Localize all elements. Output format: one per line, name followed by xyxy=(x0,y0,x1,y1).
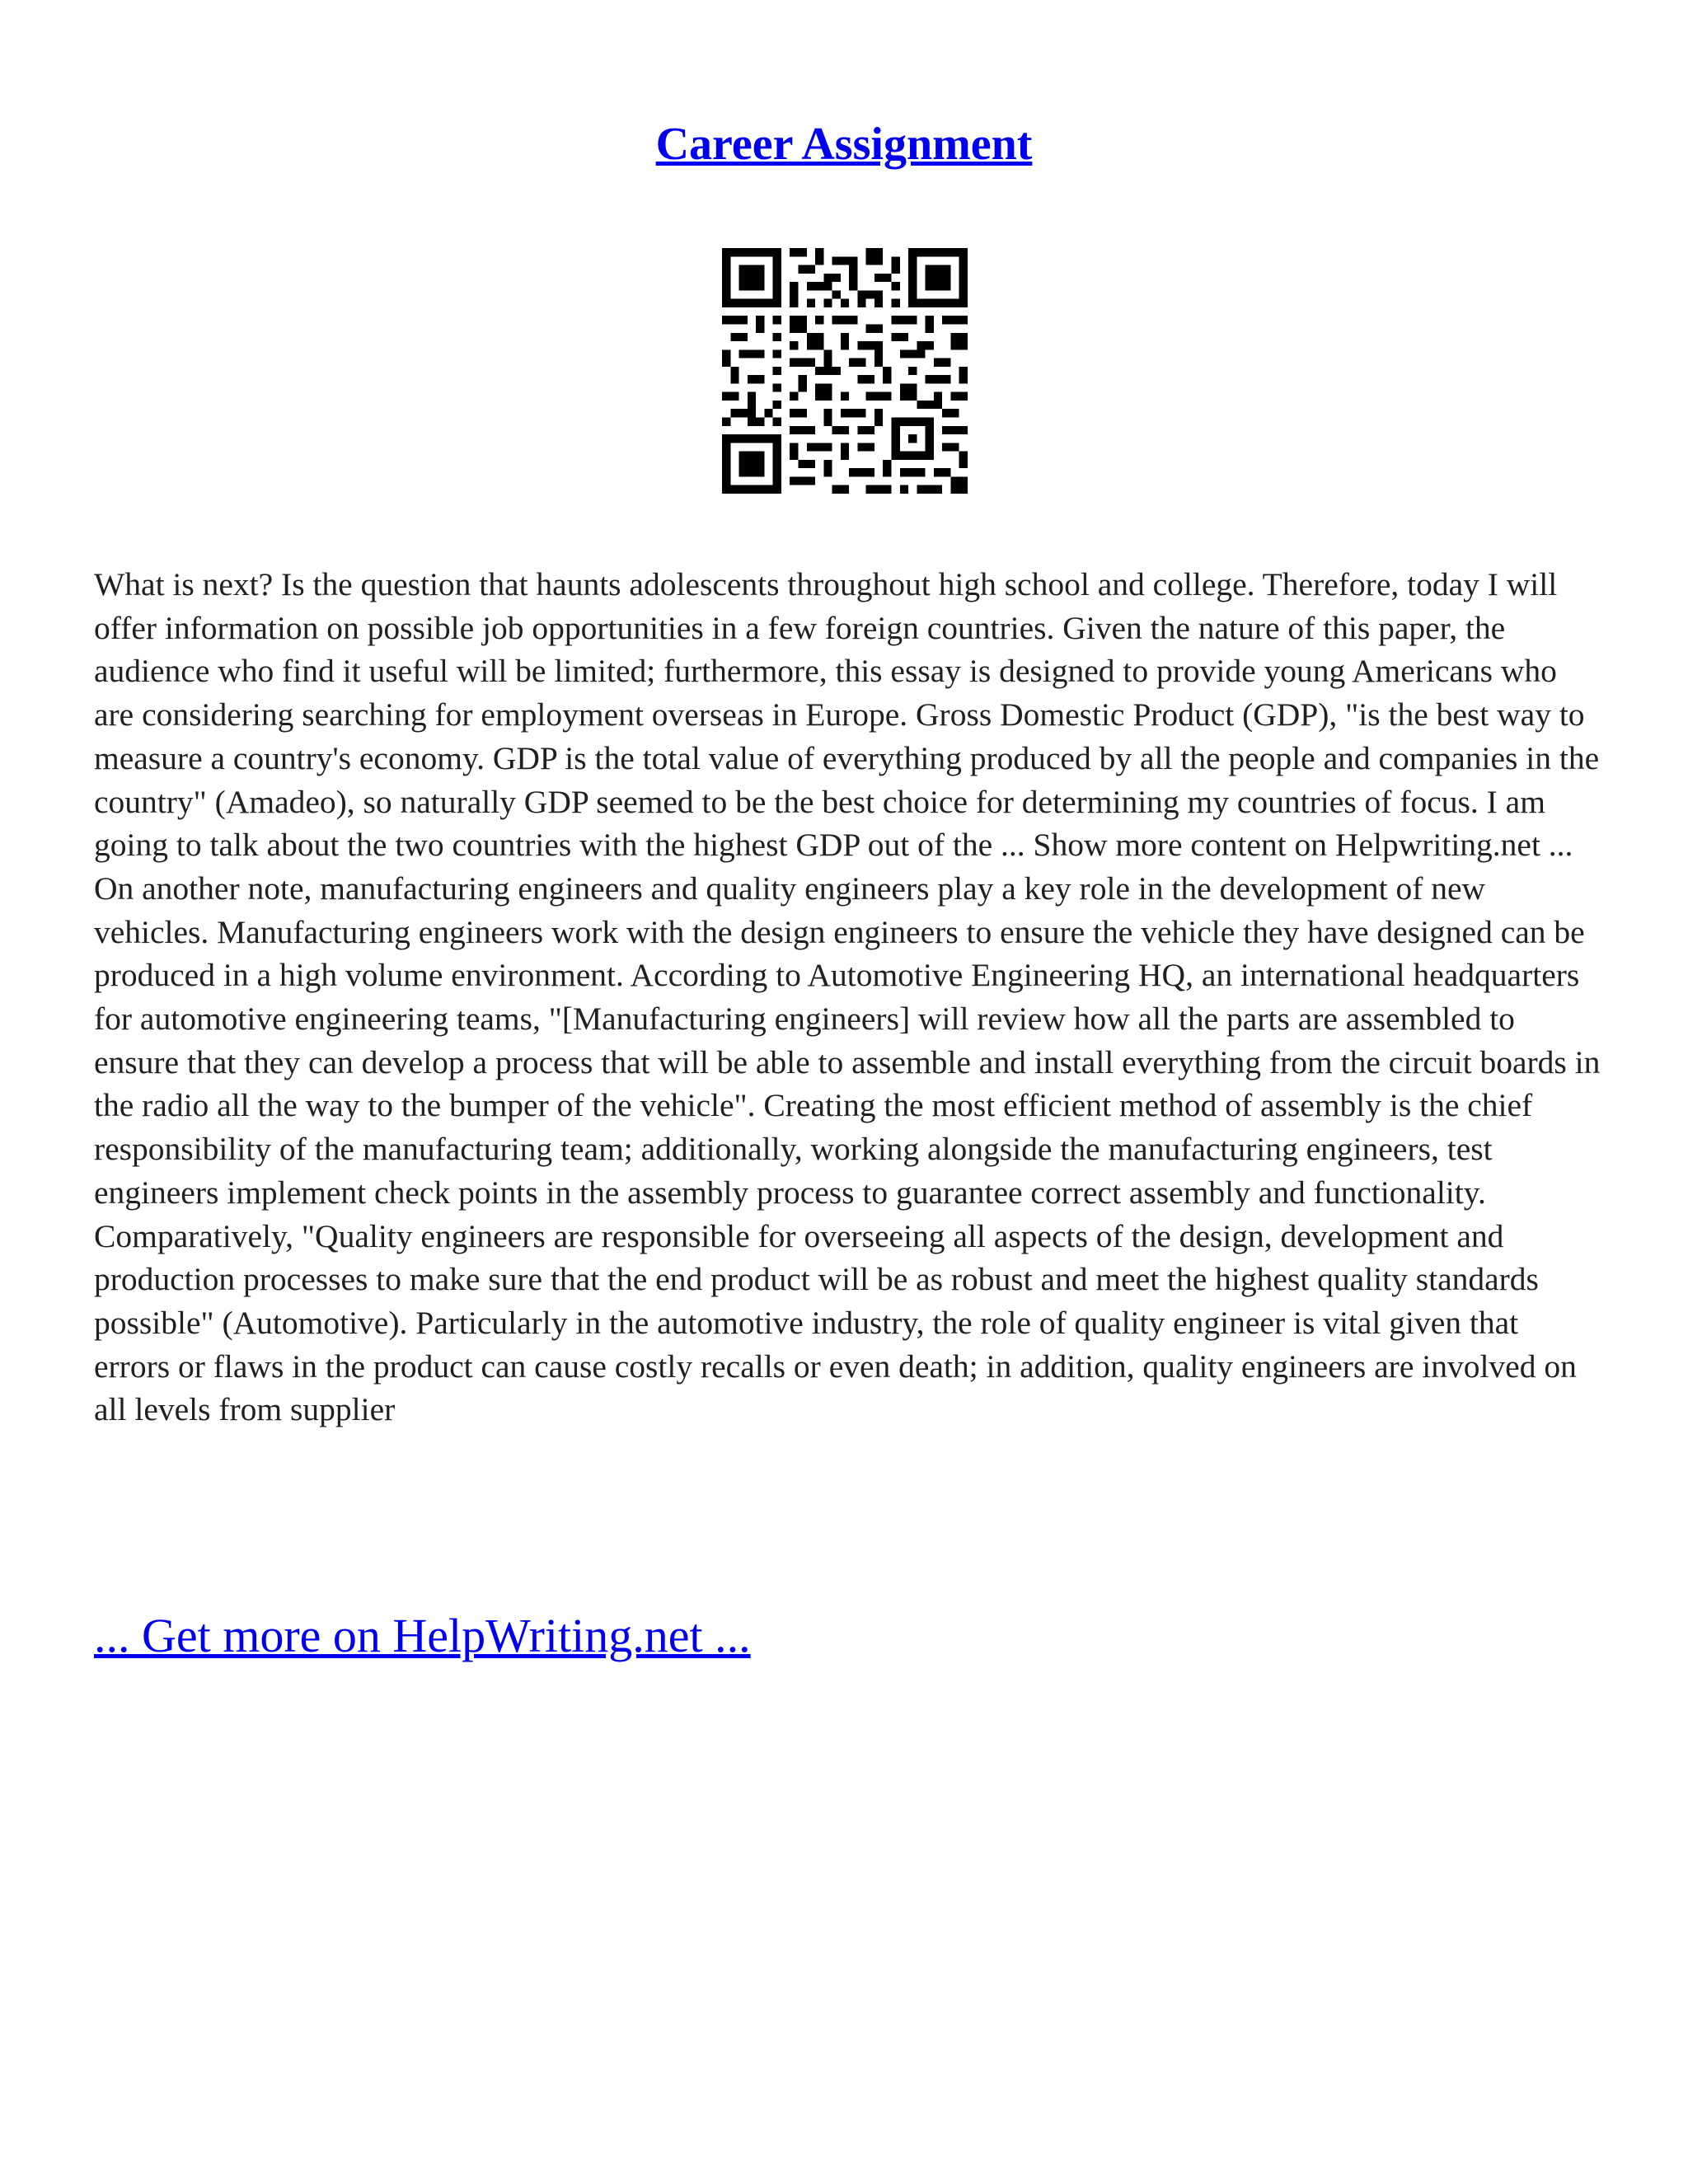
essay-body xyxy=(94,563,1602,1432)
page-title xyxy=(0,115,1688,173)
paragraph: On another note, manufacturing engineers and quality engineers play a key role in the development of new vehicles. Manufacturing engineers work with the design engineers to ensure the vehicle they have designed can be produced in a high volume environment. According to Automotive Engineering HQ, an international headquarters for automotive engineering teams, "[Manufacturing engineers] will review how all the parts are assembled to ensure that they can develop a process that will be able to assemble and install everything from the circuit boards in the radio all the way to the bumper of the vehicle". Creating the most efficient method of assembly is the chief responsibility of the manufacturing team; additionally, working alongside the manufacturing engineers, test engineers implement check points in the assembly process to guarantee correct assembly and functionality. Comparatively, "Quality engineers are responsible for overseeing all aspects of the design, development and production processes to make sure that the end product will be as robust and meet the highest quality standards possible" (Automotive). Particularly in the automotive industry, the role of quality engineer is vital given that errors or flaws in the product can cause costly recalls or even death; in addition, quality engineers are involved on all levels from supplier xyxy=(94,869,1601,1428)
paragraph: What is next? Is the question that haunts adolescents throughout high school and college. Therefore, today I will offer information on possible job opportunities in a few foreign countries. Given the nature of this paper, the audience who find it useful will be limited; furthermore, this essay is designed to provide young Americans who are considering searching for employment overseas in Europe. Gross Domestic Product (GDP), "is the best way to measure a country's economy. GDP is the total value of everything produced by all the people and companies in the country" (Amadeo), so naturally GDP seemed to be the best choice for determining my countries of focus. I am going to talk about the two countries with the highest GDP out of the ... Show more content on Helpwriting.net ... xyxy=(94,566,1600,864)
title-link[interactable]: Career Assignment xyxy=(655,119,1033,170)
get-more-link[interactable]: ... Get more on HelpWriting.net ... xyxy=(94,1609,751,1662)
qr-code-icon xyxy=(722,248,968,494)
get-more-link-container xyxy=(94,1607,751,1665)
